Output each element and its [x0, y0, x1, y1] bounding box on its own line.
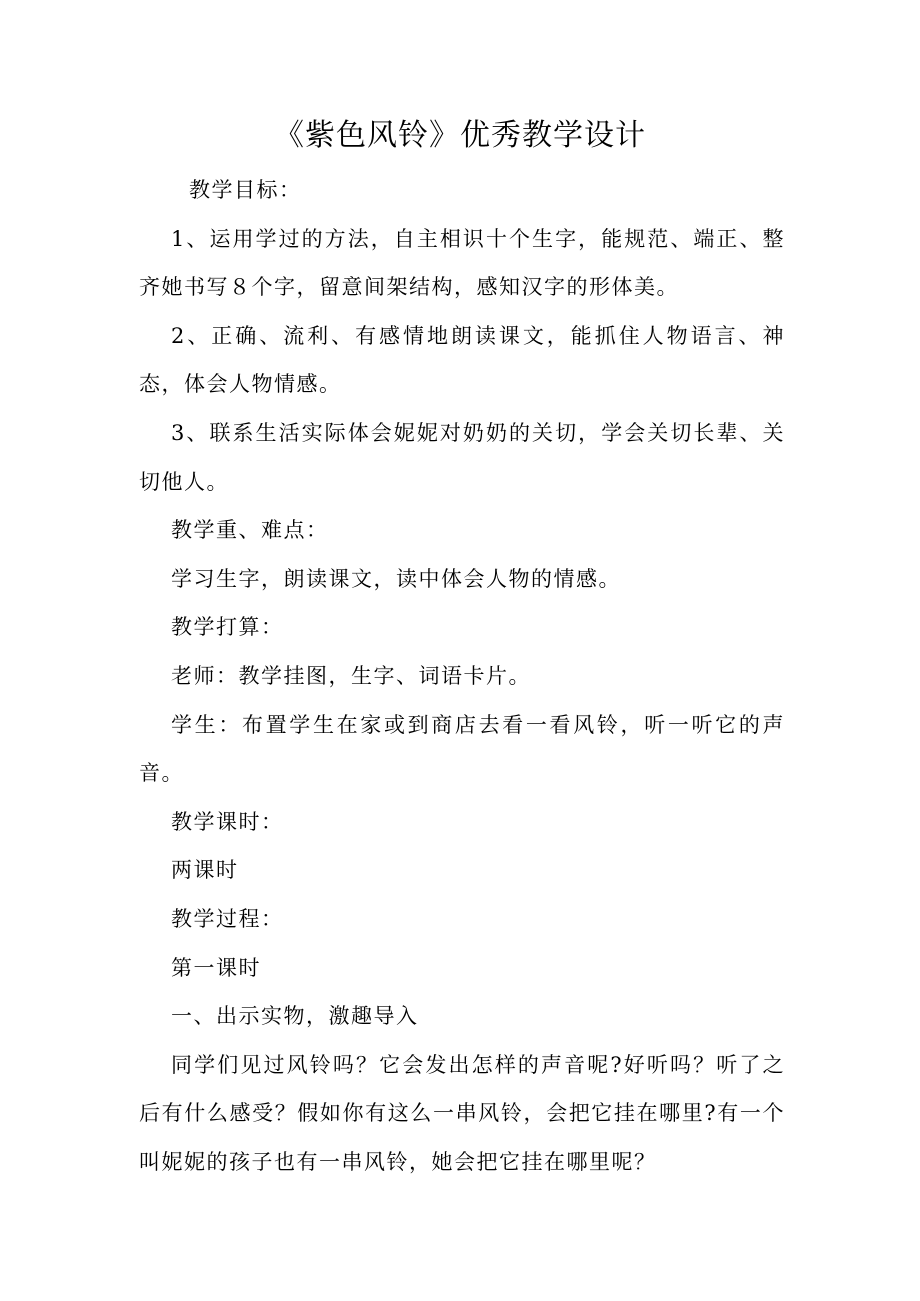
preparation-student: 学生：布置学生在家或到商店去看一看风铃，听一听它的声音。	[139, 712, 785, 786]
objective-3: 3、联系生活实际体会妮妮对奶奶的关切，学会关切长辈、关切他人。	[139, 420, 785, 494]
section-heading-lesson-hours: 教学课时：	[171, 809, 284, 834]
section-heading-key-points: 教学重、难点：	[171, 518, 329, 543]
preparation-teacher: 老师：教学挂图，生字、词语卡片。	[171, 663, 531, 688]
key-points-text: 学习生字，朗读课文，读中体会人物的情感。	[171, 566, 621, 591]
lesson-hours-text: 两课时	[171, 858, 239, 883]
document-body	[139, 166, 785, 1186]
section-heading-process: 教学过程：	[171, 906, 284, 931]
step-one-text: 同学们见过风铃吗？它会发出怎样的声音呢?好听吗？听了之后有什么感受？假如你有这么一串风铃，会把它挂在哪里?有一个叫妮妮的孩子也有一串风铃，她会把它挂在哪里呢？	[139, 1052, 785, 1174]
document-title: 《紫色风铃》优秀教学设计	[274, 118, 646, 153]
first-lesson-heading: 第一课时	[171, 955, 261, 980]
section-heading-objectives: 教学目标：	[189, 178, 302, 202]
section-heading-preparation: 教学打算：	[171, 615, 284, 640]
objective-1: 1、运用学过的方法，自主相识十个生字，能规范、端正、整齐她书写８个字，留意间架结构，感知汉字的形体美。	[139, 226, 785, 300]
objective-2: 2、正确、流利、有感情地朗读课文，能抓住人物语言、神态，体会人物情感。	[139, 323, 785, 397]
step-one-heading: 一、出示实物，激趣导入	[171, 1004, 419, 1029]
